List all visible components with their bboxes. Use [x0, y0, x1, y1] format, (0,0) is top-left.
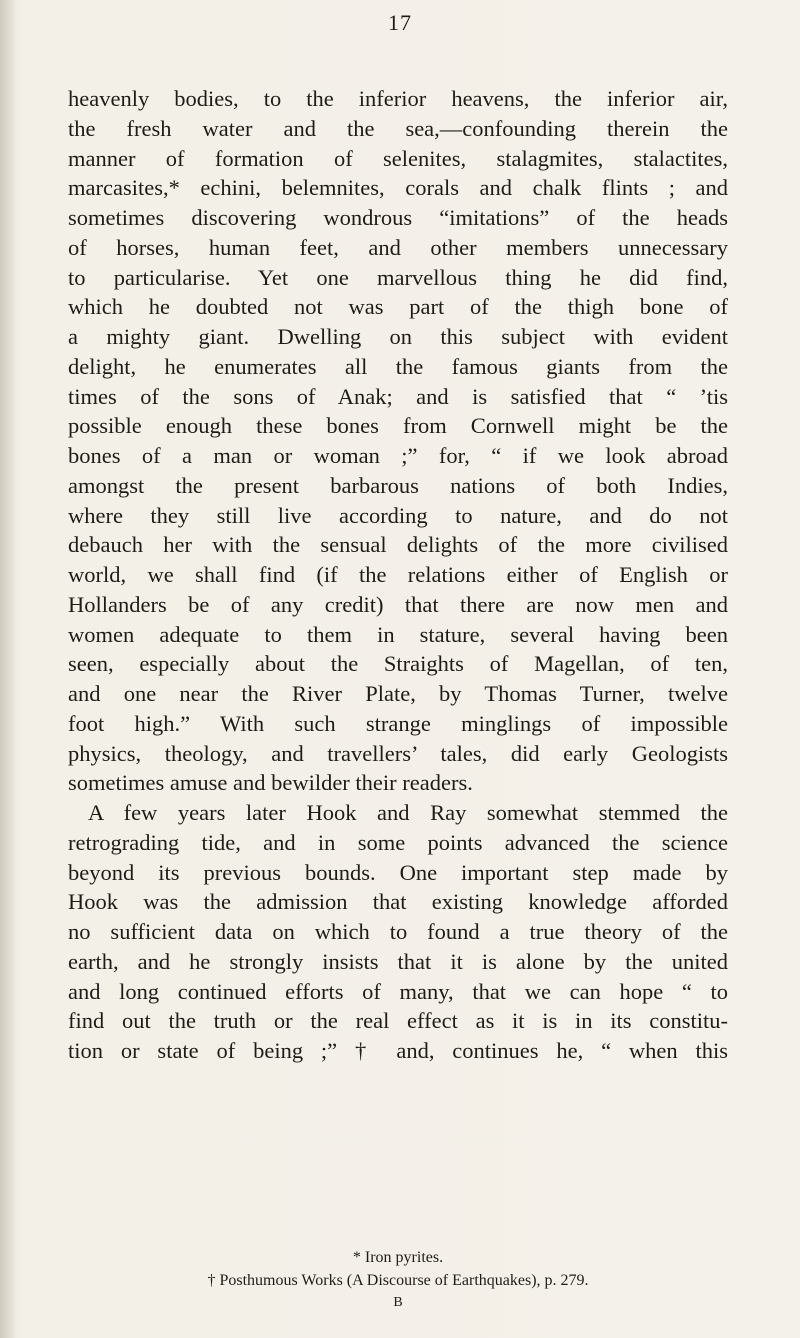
text-line: a mighty giant. Dwelling on this subject with evident: [68, 324, 728, 349]
text-line: marcasites,* echini, belemnites, corals and chalk flints ; and: [68, 175, 728, 201]
text-line: manner of formation of selenites, stalagmites, stalactites,: [68, 145, 728, 171]
text-line: foot high.” With such strange minglings of impossible: [68, 710, 728, 736]
text-line: times of the sons of Anak; and is satisfied that “ ’tis: [68, 383, 728, 409]
text-line: sometimes amuse and bewilder their readers.: [68, 770, 473, 796]
text-line: where they still live according to nature, and do not: [68, 502, 728, 528]
text-line: heavenly bodies, to the inferior heavens, the inferior air,: [68, 86, 728, 111]
text-line: find out the truth or the real effect as it is in its constitu-: [68, 1008, 728, 1034]
text-line: amongst the present barbarous nations of both Indies,: [68, 472, 728, 498]
text-line: to particularise. Yet one marvellous thing he did find,: [68, 264, 728, 290]
footnote-posthumous-works: † Posthumous Works (A Discourse of Earthquakes), p. 279.: [207, 1272, 589, 1289]
text-line: delight, he enumerates all the famous giants from the: [68, 353, 728, 379]
text-line: bones of a man or woman ;” for, “ if we look abroad: [68, 443, 728, 468]
text-line: sometimes discovering wondrous “imitations” of the heads: [68, 205, 728, 230]
text-line: earth, and he strongly insists that it is alone by the united: [68, 948, 728, 974]
binding-shadow: [0, 0, 16, 1338]
text-line: tion or state of being ;” † and, continues he, “ when this: [68, 1038, 728, 1063]
text-line: physics, theology, and travellers’ tales, did early Geologists: [68, 740, 728, 766]
body-text: [68, 84, 728, 1066]
text-line: retrograding tide, and in some points advanced the science: [68, 829, 728, 855]
text-line: women adequate to them in stature, several having been: [68, 621, 728, 647]
text-line: world, we shall find (if the relations either of English or: [68, 562, 728, 587]
text-line: the fresh water and the sea,—confounding therein the: [68, 115, 728, 141]
footnote-iron-pyrites: * Iron pyrites.: [352, 1249, 444, 1266]
text-line: Hook was the admission that existing knowledge afforded: [68, 889, 728, 915]
signature-mark: B: [393, 1295, 403, 1310]
text-line: and one near the River Plate, by Thomas Turner, twelve: [68, 681, 728, 706]
text-line: A few years later Hook and Ray somewhat stemmed the: [88, 800, 728, 825]
text-line: beyond its previous bounds. One important step made by: [68, 859, 728, 885]
text-line: debauch her with the sensual delights of the more civilised: [68, 532, 728, 558]
text-line: no sufficient data on which to found a true theory of the: [68, 919, 728, 944]
text-line: seen, especially about the Straights of Magellan, of ten,: [68, 651, 728, 677]
page-number: 17: [388, 10, 412, 35]
text-line: which he doubted not was part of the thigh bone of: [68, 294, 728, 320]
text-line: of horses, human feet, and other members unnecessary: [68, 234, 728, 260]
text-line: Hollanders be of any credit) that there are now men and: [68, 591, 728, 617]
text-line: and long continued efforts of many, that we can hope “ to: [68, 978, 728, 1004]
text-line: possible enough these bones from Cornwell might be the: [68, 413, 728, 439]
